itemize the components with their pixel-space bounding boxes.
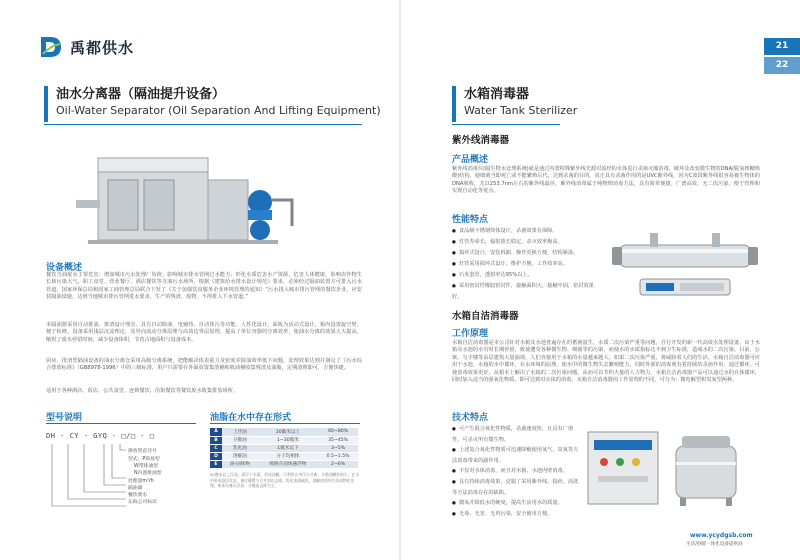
uv-sterilizer-heading: 紫外线消毒器 — [452, 135, 510, 146]
model-label: 型式：P简易型 — [128, 457, 160, 462]
model-label: W带排油型 — [134, 464, 158, 469]
tank-sterilizer-subtitle: Water Tank Sterilizer — [464, 104, 578, 117]
page-spine — [399, 0, 401, 560]
model-label: 排放管直径号 — [128, 449, 157, 454]
model-label: N内置排油型 — [134, 471, 162, 476]
list-item: ● 采用密封性橡胶密封件，接触面积大，接触牢固，密封效果好。 — [452, 281, 602, 302]
list-item: ● 上述复合氧化性物质可迅速降解使用氧气，臭氧等方法消毒带来的副作用。 — [452, 445, 580, 466]
table-row: C 乳化油 1微米以下 3~5% — [210, 444, 358, 452]
tank-sterilizer-heading: 水箱自洁消毒器 — [452, 311, 519, 322]
overview-paragraph-3: 厨房、排渣型隔油设备的油水分离仓采用高级分离系统，把能解决体表重力及密度差除油效率低下问题，处理效果达到并满足了《污水综合排放标准》（GB8978-1996）中的三级标准，用户只需要在外面放置集渣桶和收油桶收集残渣及油脂，定期清理即可，方便快捷。 — [46, 358, 362, 372]
footer-slogan: 生活/供暖一体化设备提供商 — [686, 542, 743, 547]
tank-features-heading: 技术特点 — [452, 413, 489, 423]
oil-separator-header — [44, 86, 381, 122]
list-item: ● 不仅对水体消毒，而且对水箱、水池内壁消毒。 — [452, 466, 580, 477]
tank-sterilizer-title: 水箱消毒器 — [464, 87, 530, 102]
oil-separator-product-image — [68, 140, 308, 250]
model-heading: 型号说明 — [46, 413, 83, 423]
table-row: A 上浮油 30徽米以上 60~80% — [210, 428, 358, 436]
oil-table-heading: 油脂在水中存在形式 — [210, 413, 292, 423]
model-label: 餐饮废水 — [128, 493, 148, 498]
model-label: 处理量m³/h — [128, 479, 154, 484]
oil-forms-table — [210, 428, 358, 469]
table-row: D 溶解油 分子均相体 0.5~1.5% — [210, 452, 358, 460]
brand-name: 禹都供水 — [70, 38, 135, 57]
tank-sterilizer-header — [452, 86, 577, 122]
tank-principle-heading: 工作原理 — [452, 329, 489, 339]
table-row: E 油-固体物 吸附在固体悬浮物 2~6% — [210, 460, 358, 468]
oil-separator-subtitle: Oil-Water Separator (Oil Separation And Lifting Equipment) — [56, 104, 381, 117]
list-item: ● 灯管寿命长，辐射波长稳定，杀灭效率极高。 — [452, 237, 602, 248]
footer-website: www.ycydgsb.com — [690, 532, 753, 539]
list-item: ● 食品级不锈钢筒体设计，杀菌效果有保障。 — [452, 226, 602, 237]
list-item: ● 具有持续消毒效果，克服了采用紫外线、投药、消洗等方法消毒存在的缺陷。 — [452, 477, 580, 498]
brand-logo-icon — [38, 34, 64, 60]
oil-separator-title: 油水分离器（隔油提升设备） — [56, 87, 226, 102]
page-number-tabs — [764, 38, 800, 76]
model-code: DH - CY - GYQ - □/□ - □ — [46, 432, 155, 440]
overview-paragraph-4: 适用于各种酒店、饭店、公共食堂、连锁餐饮、沿街餐饮等餐饮废水收集排放场所。 — [46, 388, 238, 394]
model-label: 东海公司标识 — [128, 500, 157, 505]
uv-features-list — [452, 226, 602, 302]
tank-features-list — [452, 424, 580, 520]
uv-sterilizer-image — [610, 225, 760, 305]
tank-principle-text: 水箱自洁消毒器是本公司针对水箱及水池普遍存在的蓄菌滋生、水质二次污染严重等问题，自行开发的新一代高效水处理设备。由于水箱及水池的水有时长期停留，致使遭受各种微生物、细菌等的污染，而使水的水质指标达不到卫生标准，造成水的二次污染。目前，公寓、写字楼等高层建筑大量涌现，人们直接用于水箱的水量越来越大，如果二次污染严重，将威胁着人们的生活。水箱自洁消毒器可应用于水池、水箱的水中循环，在水环境的原理，使水中的微生物失去繁殖能力，同时外部的消毒剂有着持续的杀菌作用，通过循环，可使消毒效果更好，从根本上解决了水箱的二次污染问题，从而可以节约大量的人力物力。水箱自洁消毒器产品可以通过水的自体循环，同时加入适当的强氧化物质，即可达到对水体的消毒。水箱自洁消毒器因工作原理的不同，可分为：微电解型和臭氧型两种。 — [452, 340, 760, 384]
model-label: 隔油器 — [128, 486, 143, 491]
list-item: ● 无毒、无害、无再污染，安全使用方便。 — [452, 509, 580, 520]
brand-logo — [38, 34, 134, 60]
list-item: ● 微氧并降低水的硬度，提高生活用水的质量。 — [452, 498, 580, 509]
list-item: ● 可产生混合氧化性物质，杀菌速度快，且具有广谱性，可杀灭所有微生物。 — [452, 424, 580, 445]
uv-overview-text: 紫外线消毒仪(隔生物水处理系统)就是通过内置特殊紫外线光源对流经的水体进行杀菌灭藻消毒。破坏及改变微生物的DNA(脱氧核糖核酸)结构，使细菌当即死亡或不能繁殖后代，达到杀菌的目的。真正具有杀菌作用的是UVC紫外线，因为C波段紫外线很容易被生物体的DNA吸收，尤以253.7nm左右的紫外线最佳。紫外线消毒属于纯物理消毒方法，具有简单便捷、广谱高效、无二次污染、便于管理和实现自动化等优点。 — [452, 166, 760, 195]
overview-paragraph-2: 本隔油器采用自动排油、排渣设计理念，具有自动除油、电辅热、自动排污等功能。人性化设计，面板为活动式设计，箱内设置旋空壁，便于检修。设备采用浅层沉淀理论，及异向流动分离原理与高效边界层原理，提高了单位容器的分离效率，使油水分离的效果大大提高，缩短了废水停留时间，减少设备体积，节省占地面积与设备成本。 — [46, 322, 362, 343]
table-row: B 分散油 1~30微米 35~45% — [210, 436, 358, 444]
model-code-diagram — [46, 440, 206, 510]
page-number: 21 — [764, 38, 800, 55]
list-item: ● 石英套管，透射率达95%以上。 — [452, 270, 602, 281]
list-item: ● 灯管采用损坏式设计，维护方便，工作效率高。 — [452, 259, 602, 270]
oil-table-note: 30微米以上浮油，漂浮于水面，形成油膜，可利用自身浮力分离；分散油颗粒较小，在水中形成悬浮状态，通过静置与合并加以去除；乳化油需破乳，溶解油须经生化或物化处理，故本设备以浮油、分散油去除为主。 — [210, 472, 360, 488]
uv-overview-heading: 产品概述 — [452, 155, 489, 165]
page-number: 22 — [764, 57, 800, 74]
tank-sterilizer-image — [580, 428, 760, 508]
overview-paragraph-1: 餐饮含油废水主要危害：增加城市污水处理厂负荷；影响城市排水管网过水能力；形化水质危害水产资源，危害人体健康，影响农作物生长和污染大气。职工食堂、营业餐厅、酒店餐饮等含油污水场所，根据《建筑给水排水设计规范》要求，必须经过隔油装置方可排入污水管道。国家环保总局和国家工商管理总局联合下发了《关于加强饮食服务企业环境管理的通知》“污水排入城市排污管网的餐饮企业，应安装隔油设施，达到当地城市排污管网进水要求，生产的残渣、废物，不得排入下水管道。” — [46, 272, 362, 301]
overview-heading: 设备概述 — [46, 263, 83, 273]
uv-features-heading: 性能特点 — [452, 215, 489, 225]
list-item: ● 损坏式设计，安装拆卸、操作更换方便，结构紧凑。 — [452, 248, 602, 259]
